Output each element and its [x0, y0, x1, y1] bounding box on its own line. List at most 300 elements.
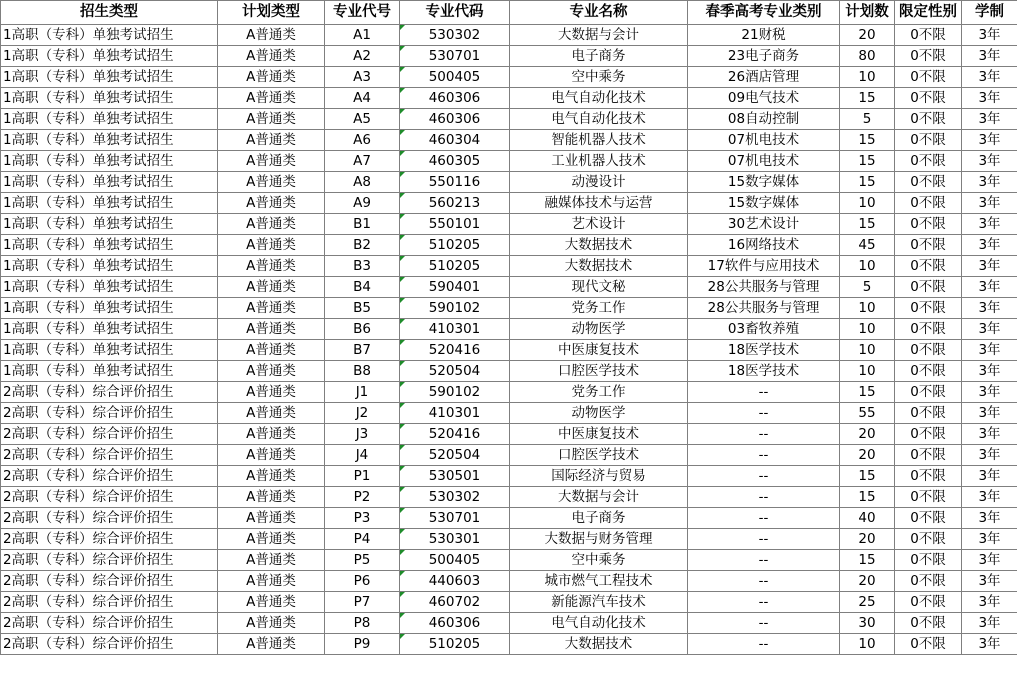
cell-spring-exam-category[interactable]: 28公共服务与管理 — [688, 277, 840, 298]
cell-spring-exam-category[interactable]: -- — [688, 529, 840, 550]
cell-major-code[interactable]: 510205 — [400, 235, 510, 256]
cell-gender-limit[interactable]: 0不限 — [895, 361, 962, 382]
cell-duration[interactable]: 3年 — [962, 25, 1017, 46]
header-row — [1, 1, 1017, 25]
cell-major-no[interactable]: P4 — [325, 529, 400, 550]
cell-spring-exam-category[interactable]: 16网络技术 — [688, 235, 840, 256]
cell-major-no[interactable]: A4 — [325, 88, 400, 109]
cell-admission-type[interactable]: 2高职（专科）综合评价招生 — [1, 445, 218, 466]
cell-admission-type[interactable]: 2高职（专科）综合评价招生 — [1, 529, 218, 550]
cell-plan-count[interactable]: 20 — [840, 571, 895, 592]
cell-plan-count[interactable]: 15 — [840, 382, 895, 403]
cell-admission-type[interactable]: 2高职（专科）综合评价招生 — [1, 571, 218, 592]
cell-duration[interactable]: 3年 — [962, 46, 1017, 67]
cell-gender-limit[interactable]: 0不限 — [895, 25, 962, 46]
table-row — [1, 193, 1017, 214]
cell-major-no[interactable]: J3 — [325, 424, 400, 445]
cell-admission-type[interactable]: 2高职（专科）综合评价招生 — [1, 403, 218, 424]
cell-spring-exam-category[interactable]: -- — [688, 382, 840, 403]
cell-admission-type[interactable]: 2高职（专科）综合评价招生 — [1, 613, 218, 634]
cell-plan-count[interactable]: 15 — [840, 550, 895, 571]
table-row — [1, 88, 1017, 109]
cell-plan-type[interactable]: A普通类 — [218, 151, 325, 172]
cell-admission-type[interactable]: 1高职（专科）单独考试招生 — [1, 172, 218, 193]
cell-gender-limit[interactable]: 0不限 — [895, 298, 962, 319]
cell-major-code[interactable]: 520504 — [400, 361, 510, 382]
cell-major-no[interactable]: A9 — [325, 193, 400, 214]
cell-major-code[interactable]: 440603 — [400, 571, 510, 592]
cell-plan-count[interactable]: 20 — [840, 424, 895, 445]
cell-spring-exam-category[interactable]: 18医学技术 — [688, 340, 840, 361]
cell-major-name[interactable]: 融媒体技术与运营 — [510, 193, 688, 214]
cell-plan-count[interactable]: 20 — [840, 445, 895, 466]
cell-duration[interactable]: 3年 — [962, 214, 1017, 235]
cell-major-no[interactable]: P5 — [325, 550, 400, 571]
cell-duration[interactable]: 3年 — [962, 361, 1017, 382]
column-header-gender-limit[interactable]: 限定性别 — [895, 1, 962, 25]
cell-admission-type[interactable]: 2高职（专科）综合评价招生 — [1, 508, 218, 529]
cell-gender-limit[interactable]: 0不限 — [895, 235, 962, 256]
cell-duration[interactable]: 3年 — [962, 319, 1017, 340]
table-row — [1, 487, 1017, 508]
column-header-spring-exam-category[interactable]: 春季高考专业类别 — [688, 1, 840, 25]
cell-major-code[interactable]: 590401 — [400, 277, 510, 298]
cell-major-no[interactable]: P2 — [325, 487, 400, 508]
cell-major-no[interactable]: B2 — [325, 235, 400, 256]
cell-major-code[interactable]: 530302 — [400, 25, 510, 46]
cell-major-code[interactable]: 530701 — [400, 508, 510, 529]
cell-plan-count[interactable]: 55 — [840, 403, 895, 424]
cell-major-no[interactable]: A8 — [325, 172, 400, 193]
cell-major-code[interactable]: 510205 — [400, 634, 510, 655]
cell-spring-exam-category[interactable]: -- — [688, 403, 840, 424]
cell-major-code[interactable]: 560213 — [400, 193, 510, 214]
cell-gender-limit[interactable]: 0不限 — [895, 424, 962, 445]
cell-plan-count[interactable]: 80 — [840, 46, 895, 67]
cell-major-code[interactable]: 460306 — [400, 109, 510, 130]
cell-major-code[interactable]: 530501 — [400, 466, 510, 487]
cell-major-no[interactable]: B8 — [325, 361, 400, 382]
cell-plan-type[interactable]: A普通类 — [218, 256, 325, 277]
table-row — [1, 529, 1017, 550]
cell-plan-type[interactable]: A普通类 — [218, 319, 325, 340]
table-row — [1, 361, 1017, 382]
cell-spring-exam-category[interactable]: 03畜牧养殖 — [688, 319, 840, 340]
table-row — [1, 466, 1017, 487]
cell-gender-limit[interactable]: 0不限 — [895, 613, 962, 634]
cell-major-code[interactable]: 520416 — [400, 340, 510, 361]
cell-plan-count[interactable]: 10 — [840, 67, 895, 88]
cell-major-no[interactable]: P3 — [325, 508, 400, 529]
cell-plan-count[interactable]: 45 — [840, 235, 895, 256]
cell-admission-type[interactable]: 2高职（专科）综合评价招生 — [1, 634, 218, 655]
cell-spring-exam-category[interactable]: 28公共服务与管理 — [688, 298, 840, 319]
cell-plan-count[interactable]: 40 — [840, 508, 895, 529]
cell-duration[interactable]: 3年 — [962, 487, 1017, 508]
column-header-major-code[interactable]: 专业代码 — [400, 1, 510, 25]
table-row — [1, 382, 1017, 403]
cell-plan-count[interactable]: 25 — [840, 592, 895, 613]
cell-spring-exam-category[interactable]: 30艺术设计 — [688, 214, 840, 235]
cell-plan-count[interactable]: 10 — [840, 298, 895, 319]
cell-major-no[interactable]: J4 — [325, 445, 400, 466]
cell-duration[interactable]: 3年 — [962, 193, 1017, 214]
cell-major-code[interactable]: 550101 — [400, 214, 510, 235]
cell-gender-limit[interactable]: 0不限 — [895, 67, 962, 88]
cell-spring-exam-category[interactable]: 26酒店管理 — [688, 67, 840, 88]
cell-gender-limit[interactable]: 0不限 — [895, 550, 962, 571]
cell-major-name[interactable]: 新能源汽车技术 — [510, 592, 688, 613]
cell-admission-type[interactable]: 1高职（专科）单独考试招生 — [1, 298, 218, 319]
cell-spring-exam-category[interactable]: -- — [688, 592, 840, 613]
cell-major-code[interactable]: 510205 — [400, 256, 510, 277]
cell-major-no[interactable]: A1 — [325, 25, 400, 46]
cell-plan-type[interactable]: A普通类 — [218, 172, 325, 193]
cell-plan-count[interactable]: 15 — [840, 88, 895, 109]
cell-gender-limit[interactable]: 0不限 — [895, 571, 962, 592]
table-row — [1, 613, 1017, 634]
cell-major-name[interactable]: 电气自动化技术 — [510, 88, 688, 109]
cell-major-no[interactable]: P7 — [325, 592, 400, 613]
cell-admission-type[interactable]: 1高职（专科）单独考试招生 — [1, 319, 218, 340]
cell-plan-count[interactable]: 15 — [840, 172, 895, 193]
cell-gender-limit[interactable]: 0不限 — [895, 592, 962, 613]
cell-plan-count[interactable]: 5 — [840, 277, 895, 298]
cell-plan-count[interactable]: 10 — [840, 361, 895, 382]
cell-major-name[interactable]: 电子商务 — [510, 46, 688, 67]
cell-major-no[interactable]: A5 — [325, 109, 400, 130]
cell-plan-type[interactable]: A普通类 — [218, 214, 325, 235]
cell-gender-limit[interactable]: 0不限 — [895, 319, 962, 340]
cell-major-no[interactable]: J2 — [325, 403, 400, 424]
cell-gender-limit[interactable]: 0不限 — [895, 256, 962, 277]
cell-plan-type[interactable]: A普通类 — [218, 466, 325, 487]
cell-major-code[interactable]: 500405 — [400, 67, 510, 88]
cell-major-no[interactable]: P6 — [325, 571, 400, 592]
cell-plan-type[interactable]: A普通类 — [218, 109, 325, 130]
cell-gender-limit[interactable]: 0不限 — [895, 340, 962, 361]
cell-plan-type[interactable]: A普通类 — [218, 634, 325, 655]
cell-spring-exam-category[interactable]: -- — [688, 571, 840, 592]
table-row — [1, 109, 1017, 130]
cell-gender-limit[interactable]: 0不限 — [895, 214, 962, 235]
cell-duration[interactable]: 3年 — [962, 67, 1017, 88]
cell-gender-limit[interactable]: 0不限 — [895, 487, 962, 508]
table-row — [1, 25, 1017, 46]
cell-plan-count[interactable]: 10 — [840, 193, 895, 214]
cell-major-no[interactable]: P9 — [325, 634, 400, 655]
cell-spring-exam-category[interactable]: 17软件与应用技术 — [688, 256, 840, 277]
cell-duration[interactable]: 3年 — [962, 508, 1017, 529]
cell-plan-count[interactable]: 20 — [840, 529, 895, 550]
cell-spring-exam-category[interactable]: 15数字媒体 — [688, 193, 840, 214]
table-row — [1, 172, 1017, 193]
cell-spring-exam-category[interactable]: -- — [688, 487, 840, 508]
cell-plan-count[interactable]: 10 — [840, 319, 895, 340]
cell-admission-type[interactable]: 1高职（专科）单独考试招生 — [1, 340, 218, 361]
cell-admission-type[interactable]: 1高职（专科）单独考试招生 — [1, 277, 218, 298]
cell-spring-exam-category[interactable]: -- — [688, 466, 840, 487]
table-row — [1, 340, 1017, 361]
cell-plan-count[interactable]: 20 — [840, 25, 895, 46]
cell-duration[interactable]: 3年 — [962, 340, 1017, 361]
column-header-major-no[interactable]: 专业代号 — [325, 1, 400, 25]
cell-spring-exam-category[interactable]: -- — [688, 613, 840, 634]
cell-duration[interactable]: 3年 — [962, 298, 1017, 319]
table-row — [1, 298, 1017, 319]
cell-gender-limit[interactable]: 0不限 — [895, 445, 962, 466]
cell-gender-limit[interactable]: 0不限 — [895, 508, 962, 529]
cell-plan-type[interactable]: A普通类 — [218, 235, 325, 256]
cell-plan-type[interactable]: A普通类 — [218, 613, 325, 634]
cell-major-name[interactable]: 大数据与财务管理 — [510, 529, 688, 550]
cell-major-code[interactable]: 590102 — [400, 382, 510, 403]
cell-admission-type[interactable]: 1高职（专科）单独考试招生 — [1, 151, 218, 172]
column-header-plan-count[interactable]: 计划数 — [840, 1, 895, 25]
column-header-admission-type[interactable]: 招生类型 — [1, 1, 218, 25]
table-row — [1, 256, 1017, 277]
cell-admission-type[interactable]: 2高职（专科）综合评价招生 — [1, 550, 218, 571]
table-row — [1, 424, 1017, 445]
cell-major-name[interactable]: 党务工作 — [510, 382, 688, 403]
cell-gender-limit[interactable]: 0不限 — [895, 88, 962, 109]
cell-major-name[interactable]: 大数据与会计 — [510, 25, 688, 46]
cell-duration[interactable]: 3年 — [962, 88, 1017, 109]
cell-major-code[interactable]: 530701 — [400, 46, 510, 67]
cell-major-no[interactable]: A6 — [325, 130, 400, 151]
cell-admission-type[interactable]: 2高职（专科）综合评价招生 — [1, 382, 218, 403]
cell-plan-type[interactable]: A普通类 — [218, 424, 325, 445]
cell-plan-count[interactable]: 15 — [840, 487, 895, 508]
cell-major-name[interactable]: 口腔医学技术 — [510, 361, 688, 382]
table-row — [1, 46, 1017, 67]
cell-major-code[interactable]: 460702 — [400, 592, 510, 613]
cell-admission-type[interactable]: 2高职（专科）综合评价招生 — [1, 487, 218, 508]
cell-major-no[interactable]: B5 — [325, 298, 400, 319]
cell-spring-exam-category[interactable]: -- — [688, 508, 840, 529]
cell-plan-type[interactable]: A普通类 — [218, 487, 325, 508]
cell-major-no[interactable]: A3 — [325, 67, 400, 88]
cell-plan-type[interactable]: A普通类 — [218, 46, 325, 67]
table-row — [1, 571, 1017, 592]
cell-admission-type[interactable]: 1高职（专科）单独考试招生 — [1, 46, 218, 67]
cell-plan-type[interactable]: A普通类 — [218, 382, 325, 403]
cell-plan-count[interactable]: 30 — [840, 613, 895, 634]
cell-admission-type[interactable]: 2高职（专科）综合评价招生 — [1, 592, 218, 613]
cell-admission-type[interactable]: 1高职（专科）单独考试招生 — [1, 235, 218, 256]
cell-plan-type[interactable]: A普通类 — [218, 550, 325, 571]
cell-duration[interactable]: 3年 — [962, 592, 1017, 613]
cell-plan-type[interactable]: A普通类 — [218, 67, 325, 88]
cell-major-code[interactable]: 410301 — [400, 403, 510, 424]
cell-major-name[interactable]: 空中乘务 — [510, 67, 688, 88]
cell-major-no[interactable]: B1 — [325, 214, 400, 235]
cell-major-name[interactable]: 大数据技术 — [510, 256, 688, 277]
cell-major-name[interactable]: 工业机器人技术 — [510, 151, 688, 172]
cell-duration[interactable]: 3年 — [962, 634, 1017, 655]
cell-gender-limit[interactable]: 0不限 — [895, 382, 962, 403]
cell-spring-exam-category[interactable]: 23电子商务 — [688, 46, 840, 67]
cell-major-code[interactable]: 590102 — [400, 298, 510, 319]
cell-major-name[interactable]: 艺术设计 — [510, 214, 688, 235]
cell-major-name[interactable]: 动物医学 — [510, 319, 688, 340]
cell-admission-type[interactable]: 1高职（专科）单独考试招生 — [1, 256, 218, 277]
cell-admission-type[interactable]: 2高职（专科）综合评价招生 — [1, 466, 218, 487]
cell-plan-count[interactable]: 5 — [840, 109, 895, 130]
cell-duration[interactable]: 3年 — [962, 529, 1017, 550]
cell-duration[interactable]: 3年 — [962, 466, 1017, 487]
cell-major-code[interactable]: 500405 — [400, 550, 510, 571]
cell-spring-exam-category[interactable]: 07机电技术 — [688, 151, 840, 172]
cell-duration[interactable]: 3年 — [962, 550, 1017, 571]
cell-duration[interactable]: 3年 — [962, 445, 1017, 466]
cell-plan-count[interactable]: 15 — [840, 151, 895, 172]
cell-duration[interactable]: 3年 — [962, 235, 1017, 256]
cell-duration[interactable]: 3年 — [962, 403, 1017, 424]
cell-plan-count[interactable]: 10 — [840, 340, 895, 361]
cell-major-name[interactable]: 口腔医学技术 — [510, 445, 688, 466]
cell-major-no[interactable]: P8 — [325, 613, 400, 634]
cell-major-no[interactable]: P1 — [325, 466, 400, 487]
column-header-major-name[interactable]: 专业名称 — [510, 1, 688, 25]
cell-plan-type[interactable]: A普通类 — [218, 298, 325, 319]
cell-gender-limit[interactable]: 0不限 — [895, 46, 962, 67]
cell-duration[interactable]: 3年 — [962, 109, 1017, 130]
cell-major-code[interactable]: 460306 — [400, 613, 510, 634]
cell-gender-limit[interactable]: 0不限 — [895, 151, 962, 172]
cell-gender-limit[interactable]: 0不限 — [895, 529, 962, 550]
table-row — [1, 319, 1017, 340]
cell-major-name[interactable]: 动物医学 — [510, 403, 688, 424]
cell-plan-type[interactable]: A普通类 — [218, 340, 325, 361]
table-row — [1, 67, 1017, 88]
cell-duration[interactable]: 3年 — [962, 130, 1017, 151]
cell-spring-exam-category[interactable]: -- — [688, 424, 840, 445]
cell-major-name[interactable]: 大数据与会计 — [510, 487, 688, 508]
cell-major-name[interactable]: 城市燃气工程技术 — [510, 571, 688, 592]
cell-major-name[interactable]: 大数据技术 — [510, 634, 688, 655]
cell-plan-count[interactable]: 15 — [840, 214, 895, 235]
cell-spring-exam-category[interactable]: -- — [688, 634, 840, 655]
cell-spring-exam-category[interactable]: -- — [688, 445, 840, 466]
cell-major-code[interactable]: 460305 — [400, 151, 510, 172]
cell-gender-limit[interactable]: 0不限 — [895, 193, 962, 214]
cell-duration[interactable]: 3年 — [962, 613, 1017, 634]
cell-duration[interactable]: 3年 — [962, 424, 1017, 445]
cell-spring-exam-category[interactable]: 08自动控制 — [688, 109, 840, 130]
cell-duration[interactable]: 3年 — [962, 382, 1017, 403]
cell-major-code[interactable]: 530301 — [400, 529, 510, 550]
cell-plan-type[interactable]: A普通类 — [218, 277, 325, 298]
cell-major-name[interactable]: 现代文秘 — [510, 277, 688, 298]
cell-plan-type[interactable]: A普通类 — [218, 508, 325, 529]
cell-duration[interactable]: 3年 — [962, 256, 1017, 277]
cell-major-code[interactable]: 520504 — [400, 445, 510, 466]
cell-admission-type[interactable]: 1高职（专科）单独考试招生 — [1, 193, 218, 214]
cell-duration[interactable]: 3年 — [962, 151, 1017, 172]
cell-major-code[interactable]: 520416 — [400, 424, 510, 445]
cell-spring-exam-category[interactable]: 07机电技术 — [688, 130, 840, 151]
cell-major-code[interactable]: 410301 — [400, 319, 510, 340]
column-header-duration[interactable]: 学制 — [962, 1, 1017, 25]
cell-plan-count[interactable]: 15 — [840, 130, 895, 151]
cell-plan-type[interactable]: A普通类 — [218, 88, 325, 109]
cell-duration[interactable]: 3年 — [962, 571, 1017, 592]
cell-duration[interactable]: 3年 — [962, 277, 1017, 298]
cell-admission-type[interactable]: 1高职（专科）单独考试招生 — [1, 109, 218, 130]
cell-spring-exam-category[interactable]: 21财税 — [688, 25, 840, 46]
cell-admission-type[interactable]: 1高职（专科）单独考试招生 — [1, 88, 218, 109]
cell-major-no[interactable]: B6 — [325, 319, 400, 340]
cell-major-code[interactable]: 460306 — [400, 88, 510, 109]
cell-spring-exam-category[interactable]: 15数字媒体 — [688, 172, 840, 193]
cell-major-name[interactable]: 智能机器人技术 — [510, 130, 688, 151]
cell-plan-type[interactable]: A普通类 — [218, 25, 325, 46]
cell-major-code[interactable]: 460304 — [400, 130, 510, 151]
cell-plan-type[interactable]: A普通类 — [218, 445, 325, 466]
cell-plan-count[interactable]: 10 — [840, 256, 895, 277]
column-header-plan-type[interactable]: 计划类型 — [218, 1, 325, 25]
table-row — [1, 445, 1017, 466]
cell-plan-type[interactable]: A普通类 — [218, 403, 325, 424]
cell-plan-type[interactable]: A普通类 — [218, 130, 325, 151]
cell-plan-count[interactable]: 10 — [840, 634, 895, 655]
cell-gender-limit[interactable]: 0不限 — [895, 634, 962, 655]
cell-spring-exam-category[interactable]: 18医学技术 — [688, 361, 840, 382]
cell-major-no[interactable]: B7 — [325, 340, 400, 361]
cell-major-no[interactable]: A7 — [325, 151, 400, 172]
cell-major-name[interactable]: 大数据技术 — [510, 235, 688, 256]
cell-plan-type[interactable]: A普通类 — [218, 193, 325, 214]
cell-plan-count[interactable]: 15 — [840, 466, 895, 487]
cell-spring-exam-category[interactable]: 09电气技术 — [688, 88, 840, 109]
cell-gender-limit[interactable]: 0不限 — [895, 466, 962, 487]
cell-major-name[interactable]: 党务工作 — [510, 298, 688, 319]
cell-gender-limit[interactable]: 0不限 — [895, 109, 962, 130]
cell-admission-type[interactable]: 1高职（专科）单独考试招生 — [1, 130, 218, 151]
cell-admission-type[interactable]: 1高职（专科）单独考试招生 — [1, 361, 218, 382]
cell-admission-type[interactable]: 1高职（专科）单独考试招生 — [1, 25, 218, 46]
cell-admission-type[interactable]: 2高职（专科）综合评价招生 — [1, 424, 218, 445]
cell-major-no[interactable]: B3 — [325, 256, 400, 277]
cell-major-no[interactable]: A2 — [325, 46, 400, 67]
cell-major-code[interactable]: 550116 — [400, 172, 510, 193]
cell-gender-limit[interactable]: 0不限 — [895, 403, 962, 424]
cell-major-name[interactable]: 电子商务 — [510, 508, 688, 529]
cell-duration[interactable]: 3年 — [962, 172, 1017, 193]
cell-plan-type[interactable]: A普通类 — [218, 529, 325, 550]
cell-major-name[interactable]: 电气自动化技术 — [510, 109, 688, 130]
cell-major-name[interactable]: 中医康复技术 — [510, 424, 688, 445]
cell-gender-limit[interactable]: 0不限 — [895, 172, 962, 193]
cell-major-name[interactable]: 电气自动化技术 — [510, 613, 688, 634]
cell-major-no[interactable]: B4 — [325, 277, 400, 298]
cell-gender-limit[interactable]: 0不限 — [895, 130, 962, 151]
cell-major-name[interactable]: 动漫设计 — [510, 172, 688, 193]
cell-major-name[interactable]: 空中乘务 — [510, 550, 688, 571]
cell-plan-type[interactable]: A普通类 — [218, 571, 325, 592]
cell-admission-type[interactable]: 1高职（专科）单独考试招生 — [1, 67, 218, 88]
cell-major-name[interactable]: 国际经济与贸易 — [510, 466, 688, 487]
cell-admission-type[interactable]: 1高职（专科）单独考试招生 — [1, 214, 218, 235]
cell-major-code[interactable]: 530302 — [400, 487, 510, 508]
cell-major-name[interactable]: 中医康复技术 — [510, 340, 688, 361]
cell-major-no[interactable]: J1 — [325, 382, 400, 403]
cell-gender-limit[interactable]: 0不限 — [895, 277, 962, 298]
cell-spring-exam-category[interactable]: -- — [688, 550, 840, 571]
cell-plan-type[interactable]: A普通类 — [218, 361, 325, 382]
cell-plan-type[interactable]: A普通类 — [218, 592, 325, 613]
